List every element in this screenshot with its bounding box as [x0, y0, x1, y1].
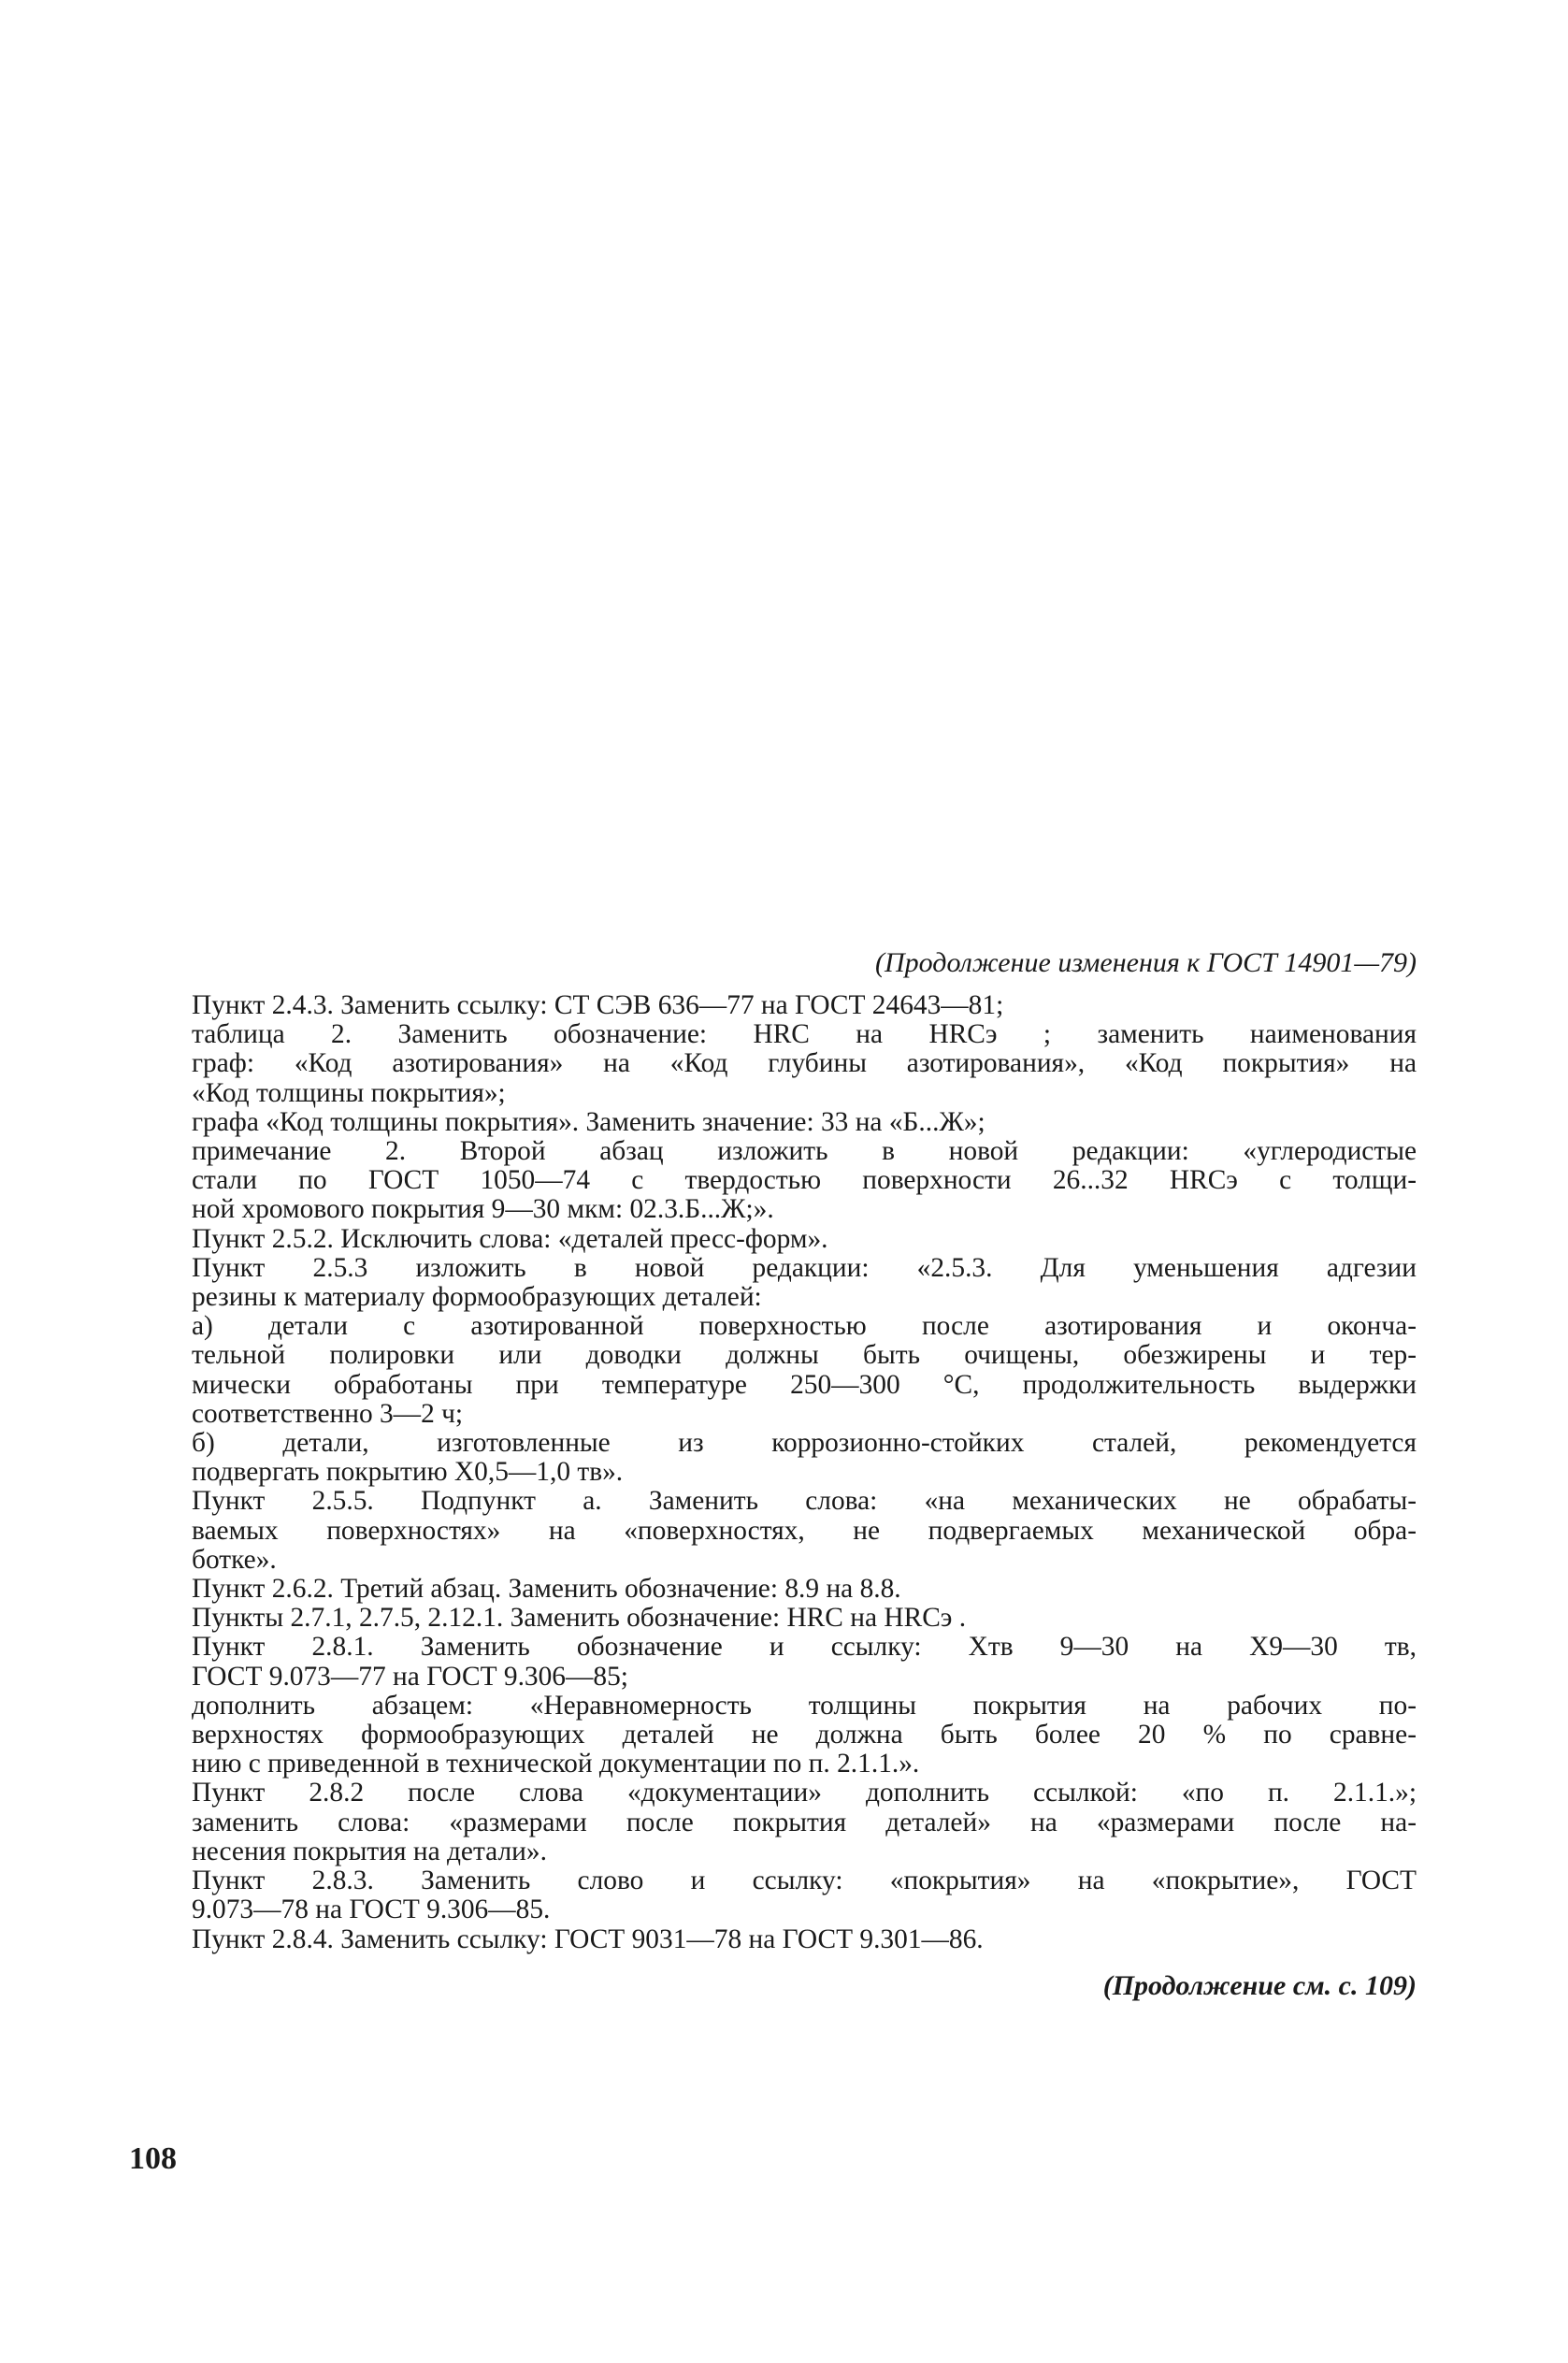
paragraph — [192, 1692, 1417, 1779]
text-line: нию с приведенной в технической документации по п. 2.1.1.». — [192, 1750, 920, 1779]
paragraph — [192, 1575, 1417, 1604]
text-line: верхностях формообразующих деталей не должна быть более 20 % по сравне- — [192, 1721, 1417, 1751]
text-line: ной хромового покрытия 9—30 мкм: 02.3.Б...Ж;». — [192, 1195, 774, 1225]
text-line: соответственно 3—2 ч; — [192, 1399, 464, 1429]
paragraph — [192, 1254, 1417, 1312]
text-line: несения покрытия на детали». — [192, 1837, 547, 1866]
paragraph — [192, 991, 1417, 1020]
continuation-footer: (Продолжение см. с. 109) — [1102, 1969, 1417, 2001]
text-line: мически обработаны при температуре 250—300 °С, продолжительность выдержки — [192, 1370, 1417, 1400]
paragraph — [192, 1779, 1417, 1866]
text-line: дополнить абзацем: «Неравномерность толщины покрытия на рабочих по- — [192, 1691, 1417, 1721]
paragraph — [192, 1866, 1417, 1924]
text-line: Пункт 2.5.2. Исключить слова: «деталей пресс-форм». — [192, 1224, 828, 1254]
text-line: тельной полировки или доводки должны быть очищены, обезжирены и тер- — [192, 1341, 1417, 1371]
paragraph — [192, 1604, 1417, 1633]
paragraph — [192, 1487, 1417, 1575]
text-line: ваемых поверхностях» на «поверхностях, не подвергаемых механической обра- — [192, 1516, 1417, 1546]
text-line: заменить слова: «размерами после покрытия деталей» на «размерами после на- — [192, 1808, 1417, 1837]
text-line: Пункт 2.8.2 после слова «документации» дополнить ссылкой: «по п. 2.1.1.»; — [192, 1779, 1417, 1808]
text-line: Пункт 2.8.3. Заменить слово и ссылку: «покрытия» на «покрытие», ГОСТ — [192, 1866, 1417, 1896]
paragraph — [192, 1137, 1417, 1225]
paragraph — [192, 1312, 1417, 1429]
text-line: а) детали с азотированной поверхностью после азотирования и оконча- — [192, 1312, 1417, 1342]
text-line: Пункт 2.8.4. Заменить ссылку: ГОСТ 9031—78 на ГОСТ 9.301—86. — [192, 1924, 984, 1954]
paragraph — [192, 1108, 1417, 1137]
text-line: графа «Код толщины покрытия». Заменить значение: 33 на «Б...Ж»; — [192, 1107, 985, 1137]
paragraph — [192, 1020, 1417, 1108]
text-line: Пункты 2.7.1, 2.7.5, 2.12.1. Заменить обозначение: HRC на HRCэ . — [192, 1604, 967, 1634]
text-line: ГОСТ 9.073—77 на ГОСТ 9.306—85; — [192, 1662, 628, 1692]
text-line: «Код толщины покрытия»; — [192, 1078, 506, 1108]
continuation-header: (Продолжение изменения к ГОСТ 14901—79) — [875, 947, 1417, 978]
text-line: резины к материалу формообразующих деталей: — [192, 1283, 762, 1313]
text-line: граф: «Код азотирования» на «Код глубины азотирования», «Код покрытия» на — [192, 1049, 1417, 1079]
paragraph — [192, 1925, 1417, 1954]
text-line: б) детали, изготовленные из коррозионно-стойких сталей, рекомендуется — [192, 1429, 1417, 1459]
text-line: Пункт 2.4.3. Заменить ссылку: СТ СЭВ 636—77 на ГОСТ 24643—81; — [192, 991, 1004, 1020]
paragraph — [192, 1429, 1417, 1487]
document-page — [192, 944, 1417, 2005]
text-line: таблица 2. Заменить обозначение: HRC на HRCэ ; заменить наименования — [192, 1020, 1417, 1050]
text-line: Пункт 2.5.5. Подпункт а. Заменить слова: «на механических не обрабаты- — [192, 1487, 1417, 1517]
paragraph — [192, 1225, 1417, 1254]
text-line: примечание 2. Второй абзац изложить в новой редакции: «углеродистые — [192, 1137, 1417, 1167]
text-line: 9.073—78 на ГОСТ 9.306—85. — [192, 1895, 551, 1925]
text-line: подвергать покрытию Х0,5—1,0 тв». — [192, 1458, 624, 1488]
page-number: 108 — [129, 2141, 177, 2176]
text-line: стали по ГОСТ 1050—74 с твердостью поверхности 26...32 HRCэ с толщи- — [192, 1166, 1417, 1196]
text-line: ботке». — [192, 1545, 277, 1575]
text-line: Пункт 2.8.1. Заменить обозначение и ссылку: Хтв 9—30 на Х9—30 тв, — [192, 1633, 1417, 1663]
text-line: Пункт 2.6.2. Третий абзац. Заменить обозначение: 8.9 на 8.8. — [192, 1575, 901, 1605]
paragraph — [192, 1633, 1417, 1691]
document-body — [192, 991, 1417, 1954]
text-line: Пункт 2.5.3 изложить в новой редакции: «2.5.3. Для уменьшения адгезии — [192, 1253, 1417, 1283]
